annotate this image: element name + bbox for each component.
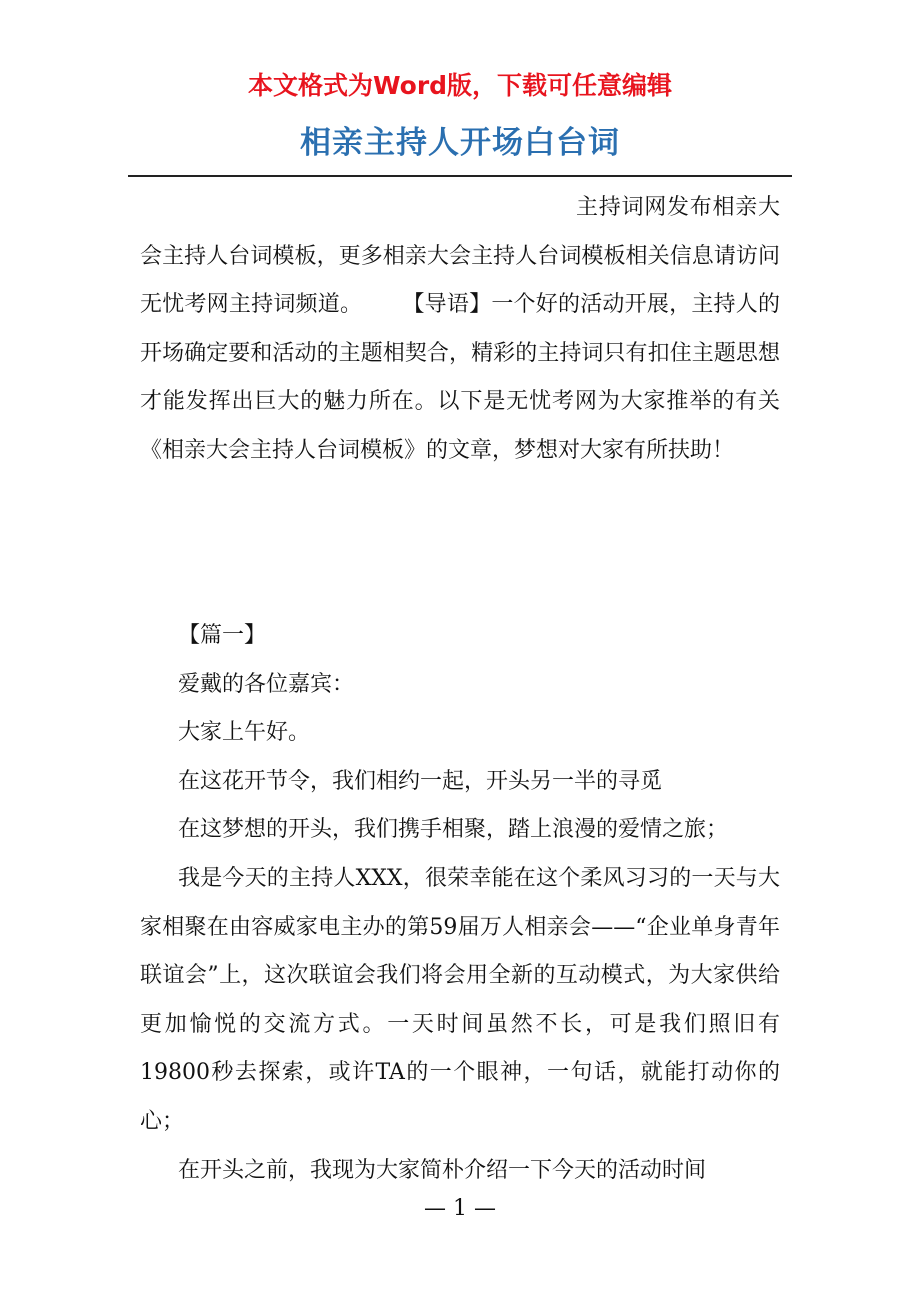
body-paragraph: 在开头之前，我现为大家简朴介绍一下今天的活动时间 bbox=[178, 1157, 707, 1183]
intro-text: 主持词网发布相亲大会主持人台词模板，更多相亲大会主持人台词模板相关信息请访问无忧考网主持词频道。 bbox=[140, 195, 780, 318]
document-title: 相亲主持人开场白台词 bbox=[300, 125, 620, 161]
body-paragraph: 大家上午好。 bbox=[178, 720, 311, 746]
body-paragraph: 我是今天的主持人XXX，很荣幸能在这个柔风习习的一天与大家相聚在由容威家电主办的第59届万人相亲会——“企业单身青年联谊会”上，这次联谊会我们将会用全新的互动模式，为大家供给更加愉悦的交流方式。一天时间虽然不长，可是我们照旧有19800秒去探索，或许TA的一个眼神，一句话，就能打动你的心； bbox=[140, 865, 780, 1134]
body-paragraph: 爱戴的各位嘉宾： bbox=[178, 671, 355, 697]
intro-paragraph bbox=[140, 184, 780, 476]
format-notice-banner: 本文格式为Word版，下载可任意编辑 bbox=[247, 71, 673, 100]
page-number: — 1 — bbox=[424, 1196, 496, 1221]
intro-lead-text: 【导语】一个好的活动开展，主持人的开场确定要和活动的主题相契合，精彩的主持词只有扣住主题思想才能发挥出巨大的魅力所在。以下是无忧考网为大家推举的有关《相亲大会主持人台词模板》的文章，梦想对大家有所扶助！ bbox=[140, 292, 780, 463]
section-one bbox=[140, 612, 780, 1195]
body-paragraph: 在这花开节令，我们相约一起，开头另一半的寻觅 bbox=[178, 768, 663, 794]
section-heading: 【篇一】 bbox=[178, 623, 267, 648]
body-paragraph: 在这梦想的开头，我们携手相聚，踏上浪漫的爱情之旅； bbox=[178, 817, 729, 843]
title-divider bbox=[128, 175, 792, 177]
